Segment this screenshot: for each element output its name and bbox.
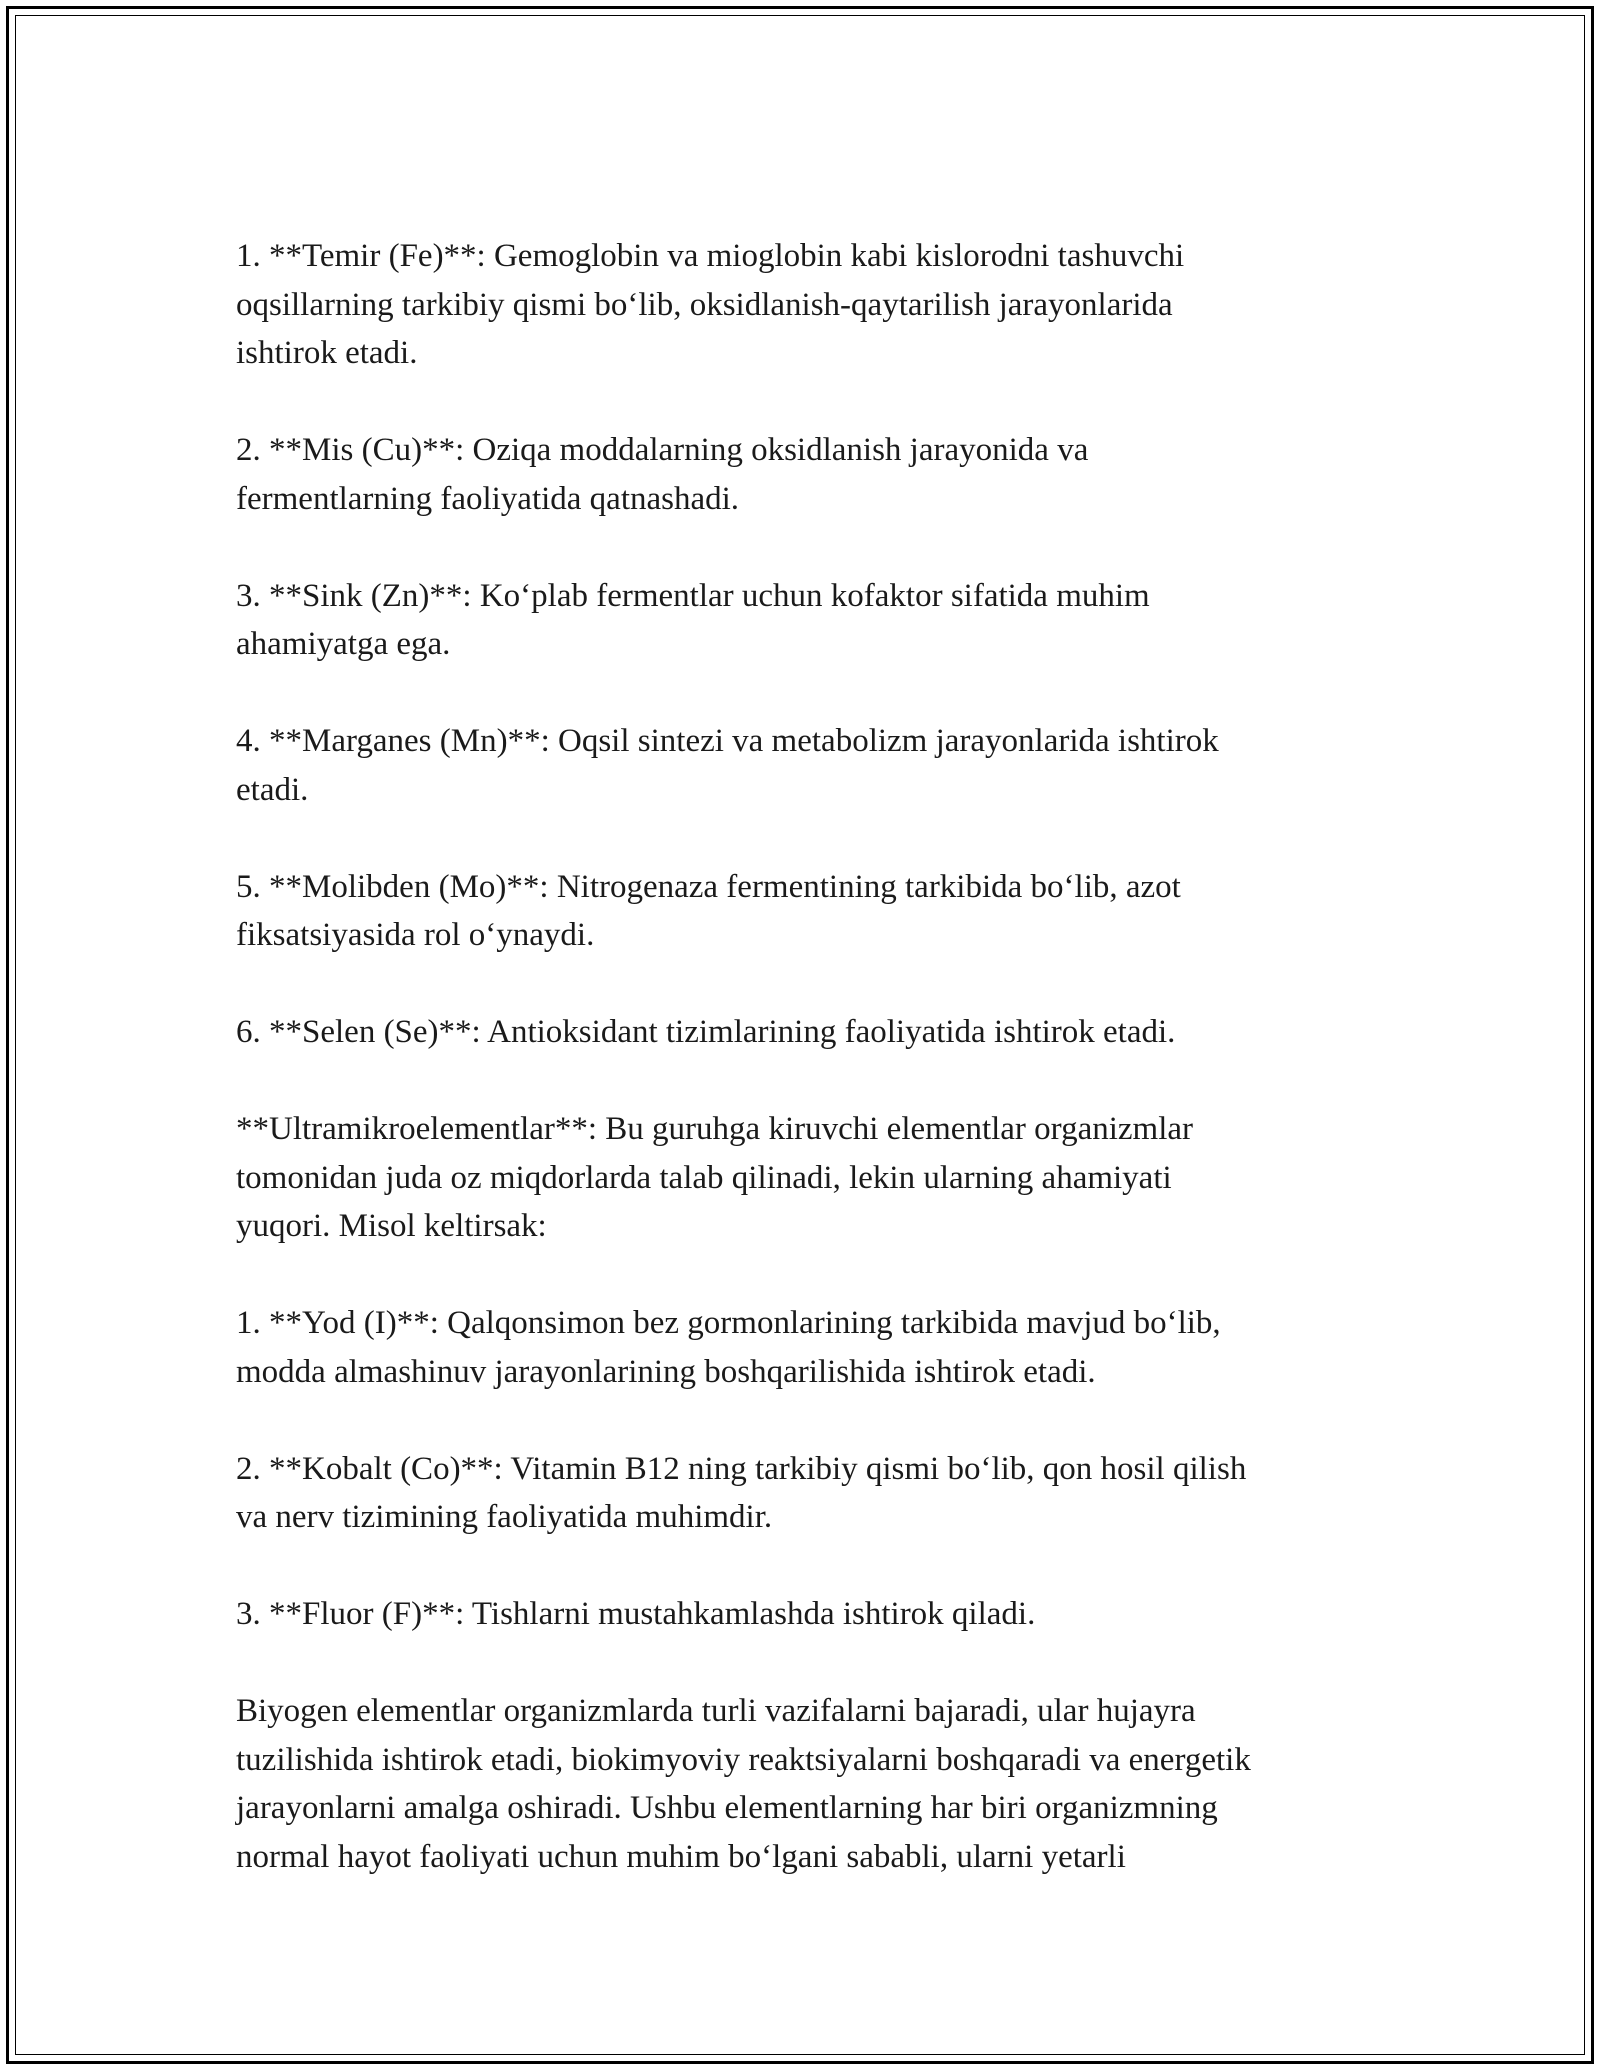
paragraph-fluorine: 3. **Fluor (F)**: Tishlarni mustahkamlashda ishtirok qiladi. (236, 1596, 1036, 1632)
paragraph-iodine: 1. **Yod (I)**: Qalqonsimon bez gormonlarining tarkibida mavjud bo‘lib, modda almashinuv jarayonlarining boshqarilishida ishtirok etadi. (236, 1305, 1221, 1390)
paragraph-manganese: 4. **Marganes (Mn)**: Oqsil sintezi va metabolizm jarayonlarida ishtirok etadi. (236, 723, 1219, 808)
paragraph-conclusion: Biyogen elementlar organizmlarda turli vazifalarni bajaradi, ular hujayra tuzilishida ishtirok etadi, biokimyoviy reaktsiyalarni boshqaradi va energetik jarayonlarni amalga oshiradi. Ushbu elementlarning har biri organizmning normal hayot faoliyati uchun muhim bo‘lgani sababli, ularni yetarli (236, 1693, 1251, 1875)
paragraph-molybdenum: 5. **Molibden (Mo)**: Nitrogenaza fermentining tarkibida bo‘lib, azot fiksatsiyasida rol o‘ynaydi. (236, 868, 1181, 953)
paragraph-selenium: 6. **Selen (Se)**: Antioksidant tizimlarining faoliyatida ishtirok etadi. (236, 1014, 1176, 1050)
paragraph-copper: 2. **Mis (Cu)**: Oziqa moddalarning oksidlanish jarayonida va fermentlarning faoliyatida qatnashadi. (236, 432, 1089, 517)
document-body (236, 232, 1376, 1881)
paragraph-cobalt: 2. **Kobalt (Co)**: Vitamin B12 ning tarkibiy qismi bo‘lib, qon hosil qilish va nerv tizimining faoliyatida muhimdir. (236, 1450, 1247, 1535)
paragraph-zinc: 3. **Sink (Zn)**: Ko‘plab fermentlar uchun kofaktor sifatida muhim ahamiyatga ega. (236, 577, 1150, 662)
paragraph-iron: 1. **Temir (Fe)**: Gemoglobin va mioglobin kabi kislorodni tashuvchi oqsillarning tarkibiy qismi bo‘lib, oksidlanish-qaytarilish jarayonlarida ishtirok etadi. (236, 238, 1185, 371)
paragraph-ultramicroelements: **Ultramikroelementlar**: Bu guruhga kiruvchi elementlar organizmlar tomonidan juda oz miqdorlarda talab qilinadi, lekin ularning ahamiyati yuqori. Misol keltirsak: (236, 1111, 1193, 1244)
